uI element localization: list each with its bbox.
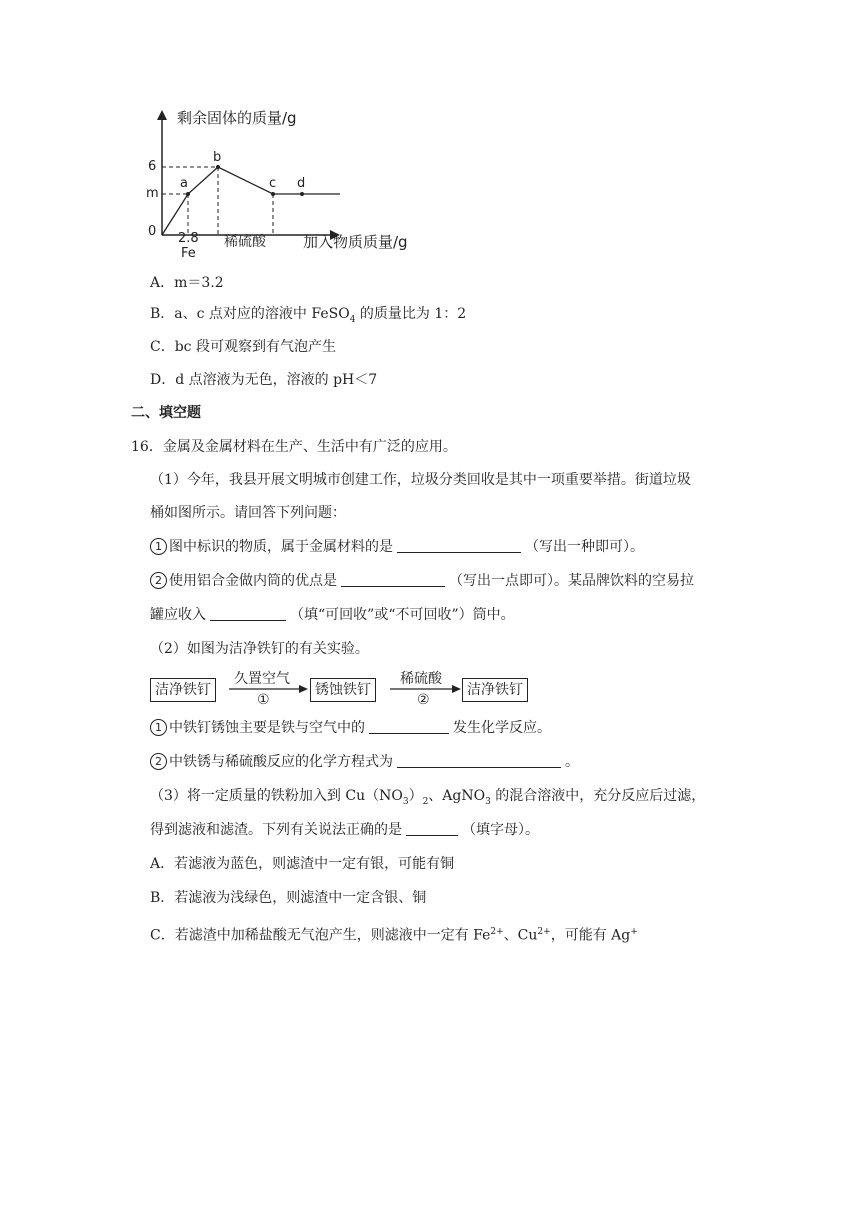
q16-p3-line2-b: （填字母）。: [462, 822, 539, 838]
q16-p3-line2-a: 得到滤液和滤渣。下列有关说法正确的是: [150, 822, 402, 838]
answer-blank-letter[interactable]: [406, 821, 458, 836]
q16-p3-line1-c: 、AgNO: [428, 788, 486, 804]
q15-option-b-p1: B．a、c 点对应的溶液中 FeSO: [150, 306, 350, 322]
point-c: [271, 192, 275, 196]
q16-option-c-sup1: 2+: [490, 927, 504, 937]
q16-option-c-b: 、Cu: [503, 927, 538, 944]
answer-blank-metal-material[interactable]: [397, 538, 521, 553]
point-d: [300, 192, 304, 196]
section-title: 二、填空题: [131, 405, 201, 421]
q15-option-a-prefix: A．m＝: [150, 275, 202, 291]
point-b: [216, 165, 220, 169]
flow-box-rusty-nail: 锈蚀铁钉: [310, 678, 376, 702]
x-tick-acid: 稀硫酸: [224, 234, 266, 250]
q16-p2-q1-text-b: 发生化学反应。: [453, 720, 551, 736]
q16-option-c-c: ，可能有 Ag: [550, 927, 631, 944]
circle-num-2b: 2: [150, 753, 167, 770]
q16-option-c: [150, 922, 638, 946]
q15-option-a-rest: 3.2: [201, 275, 224, 291]
y-tick-6: 6: [148, 159, 157, 174]
q15-option-a: [150, 273, 224, 293]
circle-num-2: 2: [150, 572, 167, 589]
q16-p1-q1-text-a: 图中标识的物质，属于金属材料的是: [169, 539, 393, 555]
flow-box-clean-nail-2: 洁净铁钉: [462, 678, 528, 702]
q15-option-b-p2: 的质量比为 1：2: [355, 306, 467, 322]
series-line: [162, 167, 340, 235]
q16-option-c-sup3: +: [630, 927, 638, 937]
q16-p3-line1-b: ）: [408, 788, 423, 804]
chart-ylabel: 剩余固体的质量/g: [177, 109, 297, 127]
q16-p1-q2-text-c: 罐应收入: [150, 607, 206, 623]
answer-blank-recyclable[interactable]: [210, 606, 286, 621]
q16-option-a: A．若滤液为蓝色，则滤渣中一定有银，可能有铜: [150, 856, 455, 872]
q16-stem: 16．金属及金属材料在生产、生活中有广泛的应用。: [131, 439, 457, 455]
y-tick-m: m: [146, 186, 159, 201]
q16-p3-sub2: 2: [422, 796, 429, 807]
q16-p1-line2: 桶如图所示。请回答下列问题：: [150, 505, 346, 521]
q16-p1-q1-text-b: （写出一种即可）。: [525, 539, 644, 555]
q16-p2-q1-text-a: 中铁钉锈蚀主要是铁与空气中的: [169, 720, 365, 736]
label-b: b: [213, 150, 222, 165]
q15-option-b-sub: 4: [349, 314, 356, 325]
q16-p1-q2-cont: [150, 605, 515, 625]
q16-p2-q2: [150, 752, 579, 772]
answer-blank-alloy-advantage[interactable]: [341, 572, 445, 587]
q16-p3-line1-d: 的混合溶液中，充分反应后过滤，: [490, 788, 706, 804]
q16-p2-q2-text-a: 中铁锈与稀硫酸反应的化学方程式为: [169, 754, 393, 770]
q16-p1-line1: （1）今年，我县开展文明城市创建工作，垃圾分类回收是其中一项重要举措。街道垃圾: [150, 472, 691, 488]
y-axis-arrow: [157, 110, 167, 120]
q16-p3-sub3b: 3: [485, 796, 491, 807]
q15-option-d: [150, 370, 377, 390]
x-tick-fe-label: Fe: [181, 246, 196, 261]
flow-diagram: [150, 668, 550, 712]
x-tick-fe-value: 2.8: [178, 231, 199, 246]
q15-option-d-text: D．d 点溶液为无色，溶液的 pH＜7: [150, 372, 378, 388]
origin-label: 0: [148, 224, 157, 239]
q16-p2-q1: [150, 718, 551, 738]
q16-p1-q2-text-a: 使用铝合金做内筒的优点是: [169, 573, 337, 589]
q15-option-c: [150, 337, 336, 357]
q16-option-c-a: C．若滤渣中加稀盐酸无气泡产生，则滤液中一定有 Fe: [150, 927, 491, 944]
flow-arrow1-top: 久置空气: [234, 671, 290, 687]
flow-arrow2-top: 稀硫酸: [400, 671, 442, 687]
q15-option-c-text: C．bc 段可观察到有气泡产生: [150, 339, 336, 355]
flow-arrow2-bottom: ②: [417, 692, 430, 708]
q16-p3-sub3a: 3: [402, 796, 409, 807]
point-a: [186, 192, 190, 196]
q16-p1-q1: [150, 537, 644, 557]
flow-arrow1-bottom: ①: [257, 692, 270, 708]
label-d: d: [297, 176, 306, 191]
q16-p3-line1-a: （3）将一定质量的铁粉加入到 Cu（NO: [150, 788, 403, 804]
q16-option-b: B．若滤液为浅绿色，则滤渣中一定含银、铜: [150, 890, 427, 906]
circle-num-1: 1: [150, 538, 167, 555]
q16-p1-q2-text-d: （填“可回收”或“不可回收”）筒中。: [290, 607, 515, 623]
q16-option-c-sup2: 2+: [537, 927, 551, 937]
circle-num-1b: 1: [150, 719, 167, 736]
q16-p3-line1: [150, 786, 705, 812]
q16-p3-line2: [150, 820, 539, 840]
answer-blank-equation[interactable]: [397, 753, 561, 768]
q16-p1-q2: [150, 571, 694, 591]
chart-xlabel: 加入物质质量/g: [303, 233, 408, 251]
label-a: a: [180, 176, 188, 191]
mass-chart: [140, 100, 440, 270]
q16-p1-q2-text-b: （写出一点即可）。某品牌饮料的空易拉: [449, 573, 694, 589]
q16-p2-intro: （2）如图为洁净铁钉的有关实验。: [150, 641, 369, 657]
label-c: c: [269, 176, 277, 191]
flow-box-clean-nail-1: 洁净铁钉: [150, 678, 216, 702]
answer-blank-air-component[interactable]: [369, 719, 449, 734]
q16-p2-q2-text-b: 。: [565, 754, 579, 770]
q15-option-b: [150, 304, 466, 330]
